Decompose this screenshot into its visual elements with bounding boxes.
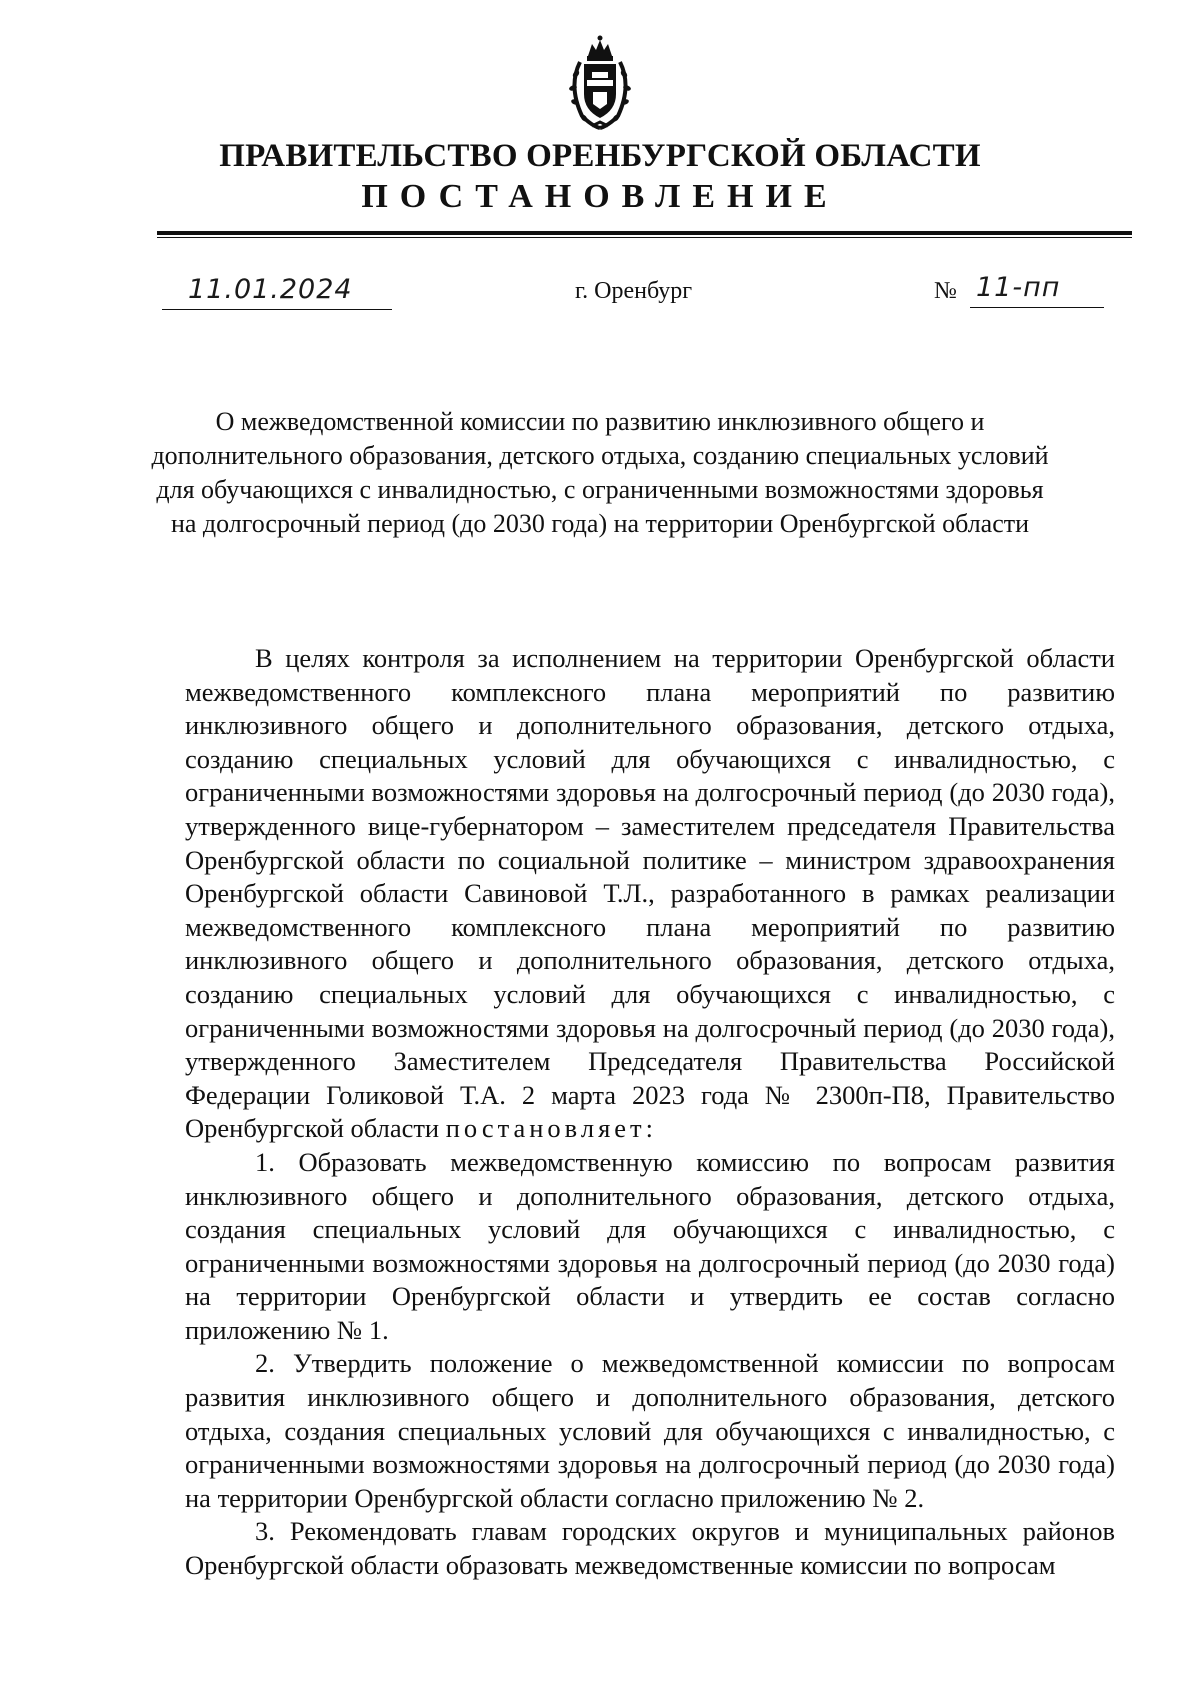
document-subject: О межведомственной комиссии по развитию инклюзивного общего и дополнительного образования, детского отдыха, созданию специальных условий для обучающихся с инвалидностью, с ограниченными возможностями здоровья на долгосрочный период (до 2030 года) на территории Оренбургской области — [151, 407, 1049, 538]
preamble-text: В целях контроля за исполнением на территории Оренбургской области межведомственного комплексного плана мероприятий по развитию инклюзивного общего и дополнительного образования, детского отдыха, созданию специальных условий для обучающихся с инвалидностью, с ограниченными возможностями здоровья на долгосрочный период (до 2030 года), утвержденного вице-губернатором – заместителем председателя Правительства Оренбургской области по социальной политике – министром здравоохранения Оренбургской области Савиновой Т.Л., разработанного в рамках реализации межведомственного комплексного плана мероприятий по развитию инклюзивного общего и дополнительного образования, детского отдыха, созданию специальных условий для обучающихся с инвалидностью, с ограниченными возможностями здоровья на долгосрочный период (до 2030 года), утвержденного Заместителем Председателя Правительства Российской Федерации Голиковой Т.А. 2 марта 2023 года № 2300п-П8, Правительство Оренбургской области — [185, 643, 1115, 1144]
clause-2: 2. Утвердить положение о межведомственной комиссии по вопросам развития инклюзивного общего и дополнительного образования, детского отдыха, создания специальных условий для обучающихся с инвалидностью, с ограниченными возможностями здоровья на долгосрочный период (до 2030 года) на территории Оренбургской области согласно приложению № 2. — [185, 1348, 1115, 1513]
resolves-word: постановляет: — [445, 1113, 657, 1144]
number-label: № — [934, 278, 957, 304]
date-underline — [162, 309, 392, 310]
document-body — [185, 642, 1115, 1583]
document-type: ПОСТАНОВЛЕНИЕ — [361, 178, 839, 215]
document-city: г. Оренбург — [575, 278, 693, 304]
preamble-paragraph — [185, 642, 1115, 1146]
document-date: 11.01.2024 — [188, 274, 353, 305]
header-rule-thin — [157, 237, 1132, 238]
clause-1: 1. Образовать межведомственную комиссию по вопросам развития инклюзивного общего и дополнительного образования, детского отдыха, создания специальных условий для обучающихся с инвалидностью, с ограниченными возможностями здоровья на долгосрочный период (до 2030 года) на территории Оренбургской области и утвердить ее состав согласно приложению № 1. — [185, 1146, 1115, 1345]
number-underline — [970, 307, 1104, 308]
clause-3: 3. Рекомендовать главам городских округов и муниципальных районов Оренбургской области образовать межведомственные комиссии по вопросам — [185, 1516, 1115, 1581]
header-rule-thick — [157, 231, 1132, 235]
date-field — [162, 274, 392, 314]
coat-of-arms-emblem-icon — [562, 34, 638, 130]
organization-title: ПРАВИТЕЛЬСТВО ОРЕНБУРГСКОЙ ОБЛАСТИ — [219, 138, 981, 174]
document-number: 11-пп — [976, 272, 1061, 303]
number-field — [934, 272, 1104, 312]
